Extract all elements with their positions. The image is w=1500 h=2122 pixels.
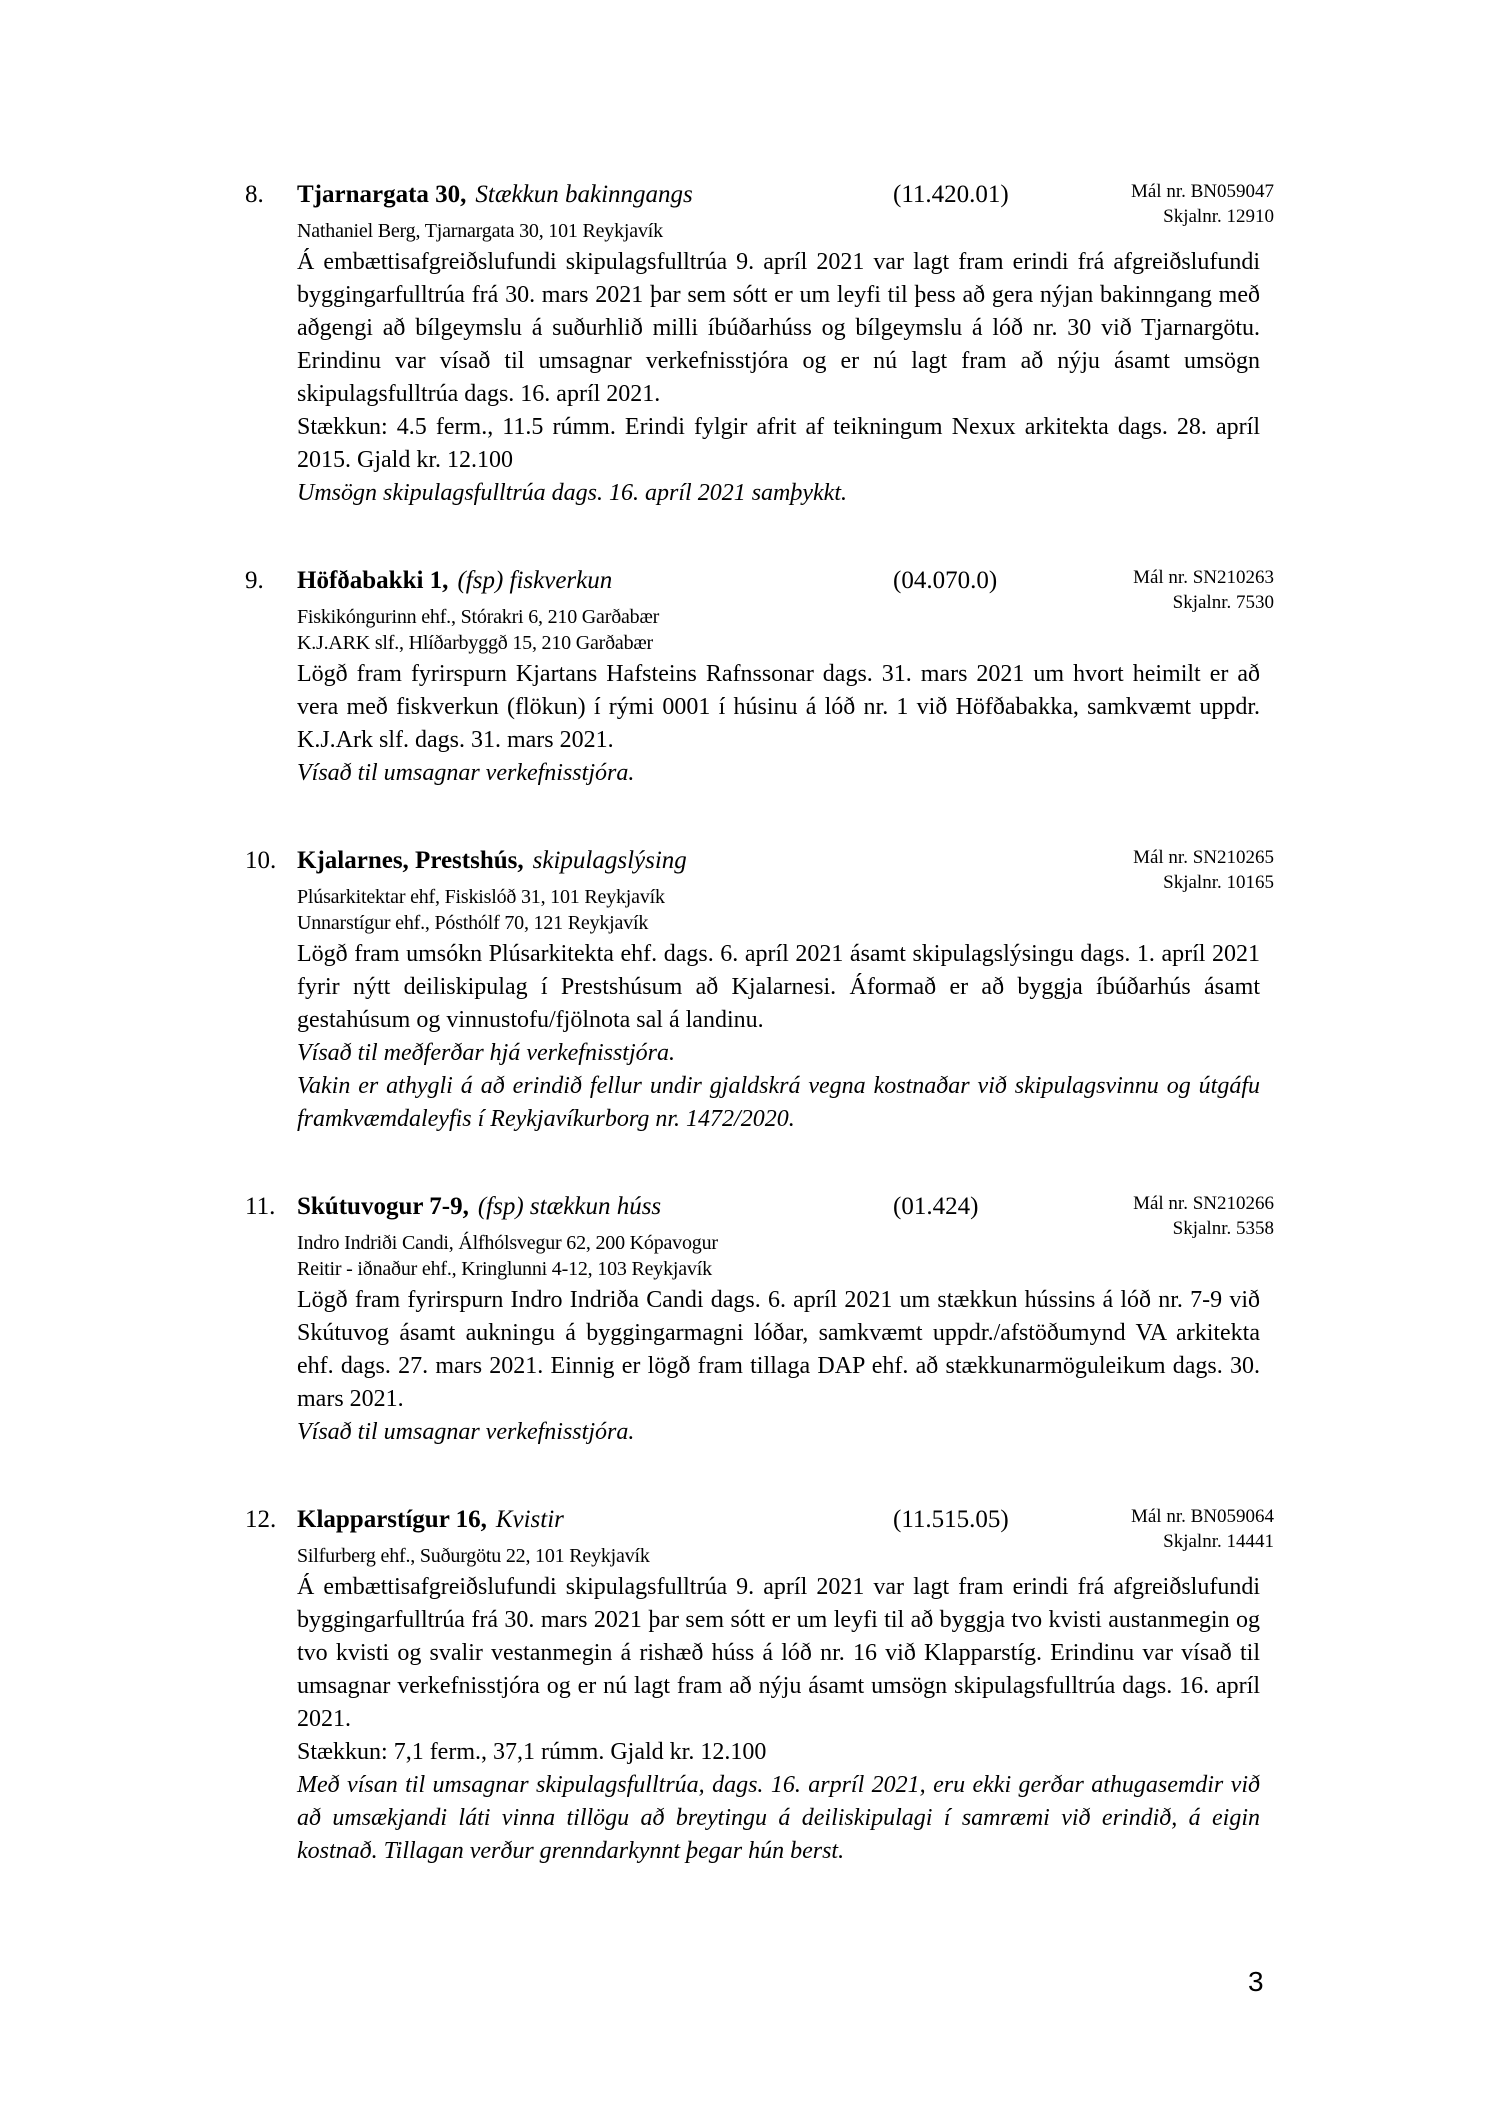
resolution-text: Vakin er athygli á að erindið fellur undir gjaldskrá vegna kostnaðar við skipulagsvinnu og útgáfu framkvæmdaleyfis í Reykjavíkurborg nr. 1472/2020. bbox=[297, 1073, 1260, 1132]
item-number: 10. bbox=[245, 847, 277, 874]
item-header bbox=[297, 1503, 1274, 1552]
document-number: Skjalnr. 7530 bbox=[1172, 592, 1274, 613]
item-number: 9. bbox=[245, 567, 264, 594]
item-addresses bbox=[297, 1543, 1260, 1569]
agenda-item bbox=[245, 1190, 1274, 1449]
body-paragraph: Lögð fram umsókn Plúsarkitekta ehf. dags. 6. apríl 2021 ásamt skipulagslýsingu dags. 1. apríl 2021 fyrir nýtt deiliskipulag í Prestshúsum að Kjalarnesi. Áformað er að byggja íbúðarhús ásamt gestahúsum og vinnustofu/fjölnota sal á landinu. bbox=[297, 941, 1260, 1033]
item-title: Klapparstígur 16, bbox=[297, 1506, 487, 1533]
resolution-text: Með vísan til umsagnar skipulagsfulltrúa, dags. 16. arpríl 2021, eru ekki gerðar athugasemdir við að umsækjandi láti vinna tillögu að breytingu á deiliskipulagi í samræmi við erindið, á eigin kostnað. Tillagan verður grenndarkynnt þegar hún berst. bbox=[297, 1772, 1260, 1864]
document-number: Skjalnr. 5358 bbox=[1172, 1218, 1274, 1239]
item-subtitle: Stækkun bakinngangs bbox=[475, 181, 693, 208]
agenda-item bbox=[245, 1503, 1274, 1868]
item-title-line bbox=[297, 1503, 1260, 1537]
body-paragraph: Lögð fram fyrirspurn Indro Indriða Candi dags. 6. apríl 2021 um stækkun hússins á lóð nr. 7-9 við Skútuvog ásamt aukningu á byggingarmagni lóðar, samkvæmt uppdr./afstöðumynd VA arkitekta ehf. dags. 27. mars 2021. Einnig er lögð fram tillaga DAP ehf. að stækkunarmöguleikum dags. 30. mars 2021. bbox=[297, 1287, 1260, 1412]
body-paragraph: Stækkun: 7,1 ferm., 37,1 rúmm. Gjald kr. 12.100 bbox=[297, 1739, 767, 1765]
item-title-line bbox=[297, 844, 1260, 878]
item-addresses bbox=[297, 218, 1260, 244]
body-paragraph: Á embættisafgreiðslufundi skipulagsfulltrúa 9. apríl 2021 var lagt fram erindi frá afgreiðslufundi byggingarfulltrúa frá 30. mars 2021 þar sem sótt er um leyfi til þess að gera nýjan bakinngang með aðgengi að bílgeymslu á suðurhlið milli íbúðarhúss og bílgeymslu á lóð nr. 30 við Tjarnargötu. Erindinu var vísað til umsagnar verkefnisstjóra og er nú lagt fram að nýju ásamt umsögn skipulagsfulltrúa dags. 16. apríl 2021. bbox=[297, 249, 1260, 407]
item-subtitle: (fsp) stækkun húss bbox=[477, 1193, 662, 1220]
item-body bbox=[297, 1571, 1260, 1868]
item-header bbox=[297, 844, 1274, 893]
item-meta bbox=[1133, 845, 1274, 895]
item-meta bbox=[1133, 1191, 1274, 1241]
resolution-text: Vísað til meðferðar hjá verkefnisstjóra. bbox=[297, 1040, 675, 1066]
address-line: Fiskikóngurinn ehf., Stórakri 6, 210 Garðabær bbox=[297, 606, 660, 628]
item-title-line bbox=[297, 178, 1260, 212]
item-plot-code: (11.420.01) bbox=[893, 181, 1009, 208]
case-number: Mál nr. SN210263 bbox=[1133, 567, 1274, 588]
item-subtitle: skipulagslýsing bbox=[532, 847, 687, 874]
item-subtitle: Kvistir bbox=[495, 1506, 564, 1533]
body-paragraph: Á embættisafgreiðslufundi skipulagsfulltrúa 9. apríl 2021 var lagt fram erindi frá afgreiðslufundi byggingarfulltrúa frá 30. mars 2021 þar sem sótt er um leyfi til að byggja tvo kvisti austanmegin og tvo kvisti og svalir vestanmegin á rishæð húss á lóð nr. 16 við Klapparstíg. Erindinu var vísað til umsagnar verkefnisstjóra og er nú lagt fram að nýju ásamt umsögn skipulagsfulltrúa dags. 16. apríl 2021. bbox=[297, 1574, 1260, 1732]
item-header bbox=[297, 1190, 1274, 1239]
address-line: K.J.ARK slf., Hlíðarbyggð 15, 210 Garðabær bbox=[297, 632, 654, 654]
items-container bbox=[245, 178, 1274, 1922]
item-body bbox=[297, 938, 1260, 1136]
body-paragraph: Lögð fram fyrirspurn Kjartans Hafsteins Rafnssonar dags. 31. mars 2021 um hvort heimilt er að vera með fiskverkun (flökun) í rými 0001 í húsinu á lóð nr. 1 við Höfðabakka, samkvæmt uppdr. K.J.Ark slf. dags. 31. mars 2021. bbox=[297, 661, 1260, 753]
document-number: Skjalnr. 14441 bbox=[1163, 1531, 1274, 1552]
resolution-text: Umsögn skipulagsfulltrúa dags. 16. apríl 2021 samþykkt. bbox=[297, 480, 847, 506]
case-number: Mál nr. SN210265 bbox=[1133, 847, 1274, 868]
item-addresses bbox=[297, 1230, 1260, 1282]
address-line: Silfurberg ehf., Suðurgötu 22, 101 Reykjavík bbox=[297, 1545, 650, 1567]
address-line: Plúsarkitektar ehf, Fiskislóð 31, 101 Reykjavík bbox=[297, 886, 665, 908]
item-number: 12. bbox=[245, 1506, 277, 1533]
document-number: Skjalnr. 12910 bbox=[1163, 206, 1274, 227]
address-line: Reitir - iðnaður ehf., Kringlunni 4-12, 103 Reykjavík bbox=[297, 1258, 712, 1280]
item-number: 8. bbox=[245, 181, 264, 208]
item-title: Skútuvogur 7-9, bbox=[297, 1193, 469, 1220]
item-title-line bbox=[297, 564, 1260, 598]
case-number: Mál nr. BN059047 bbox=[1130, 181, 1274, 202]
case-number: Mál nr. BN059064 bbox=[1130, 1506, 1274, 1527]
item-addresses bbox=[297, 604, 1260, 656]
address-line: Indro Indriði Candi, Álfhólsvegur 62, 200 Kópavogur bbox=[297, 1232, 718, 1254]
item-meta bbox=[1131, 1504, 1274, 1554]
agenda-item bbox=[245, 178, 1274, 510]
address-line: Nathaniel Berg, Tjarnargata 30, 101 Reykjavík bbox=[297, 220, 663, 242]
resolution-text: Vísað til umsagnar verkefnisstjóra. bbox=[297, 1419, 635, 1445]
item-body bbox=[297, 658, 1260, 790]
body-paragraph: Stækkun: 4.5 ferm., 11.5 rúmm. Erindi fylgir afrit af teikningum Nexux arkitekta dags. 28. apríl 2015. Gjald kr. 12.100 bbox=[297, 414, 1260, 473]
resolution-text: Vísað til umsagnar verkefnisstjóra. bbox=[297, 760, 635, 786]
item-plot-code: (11.515.05) bbox=[893, 1506, 1009, 1533]
item-subtitle: (fsp) fiskverkun bbox=[457, 567, 613, 594]
case-number: Mál nr. SN210266 bbox=[1133, 1193, 1274, 1214]
item-plot-code: (01.424) bbox=[893, 1193, 979, 1220]
agenda-item bbox=[245, 564, 1274, 790]
item-addresses bbox=[297, 884, 1260, 936]
item-number: 11. bbox=[245, 1193, 276, 1220]
item-title: Höfðabakki 1, bbox=[297, 567, 449, 594]
item-meta bbox=[1131, 179, 1274, 229]
item-header bbox=[297, 178, 1274, 227]
document-number: Skjalnr. 10165 bbox=[1163, 872, 1274, 893]
agenda-item bbox=[245, 844, 1274, 1136]
item-title: Kjalarnes, Prestshús, bbox=[297, 847, 524, 874]
address-line: Unnarstígur ehf., Pósthólf 70, 121 Reykjavík bbox=[297, 912, 649, 934]
item-body bbox=[297, 1284, 1260, 1449]
item-body bbox=[297, 246, 1260, 510]
item-header bbox=[297, 564, 1274, 613]
item-meta bbox=[1133, 565, 1274, 615]
item-title: Tjarnargata 30, bbox=[297, 181, 467, 208]
item-plot-code: (04.070.0) bbox=[893, 567, 998, 594]
item-title-line bbox=[297, 1190, 1260, 1224]
page-number: 3 bbox=[1248, 1966, 1264, 1997]
